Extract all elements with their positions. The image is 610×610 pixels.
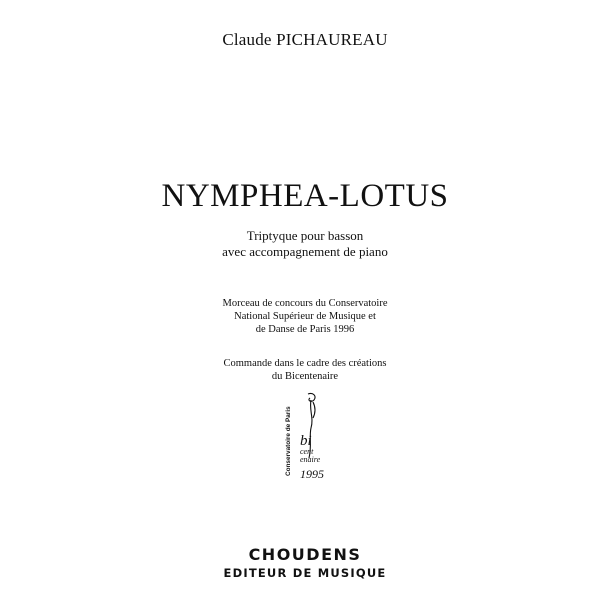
logo-enaire: enaire [300,455,321,464]
subtitle-line: Triptyque pour basson [246,228,364,243]
work-subtitle [0,228,610,260]
commission-note [0,357,610,383]
logo-year: 1995 [300,467,324,481]
competition-note [0,297,610,336]
logo-cent: cent [300,447,314,456]
publisher-subtitle: EDITEUR DE MUSIQUE [223,566,387,580]
subtitle-line: avec accompagnement de piano [222,244,388,259]
commission-note-line: Commande dans le cadre des créations [223,358,387,369]
logo-vertical-text: Conservatoire de Paris [285,406,292,476]
work-title: NYMPHEA-LOTUS [161,178,449,214]
competition-note-line: National Supérieur de Musique et [234,311,376,322]
composer-name: Claude PICHAUREAU [222,30,388,49]
commission-note-line: du Bicentenaire [271,371,339,382]
publisher-name: CHOUDENS [248,545,362,564]
logo-bi: bi [300,433,312,449]
competition-note-line: Morceau de concours du Conservatoire [222,298,388,309]
bicentenary-logo [278,388,338,488]
competition-note-line: de Danse de Paris 1996 [255,324,355,335]
